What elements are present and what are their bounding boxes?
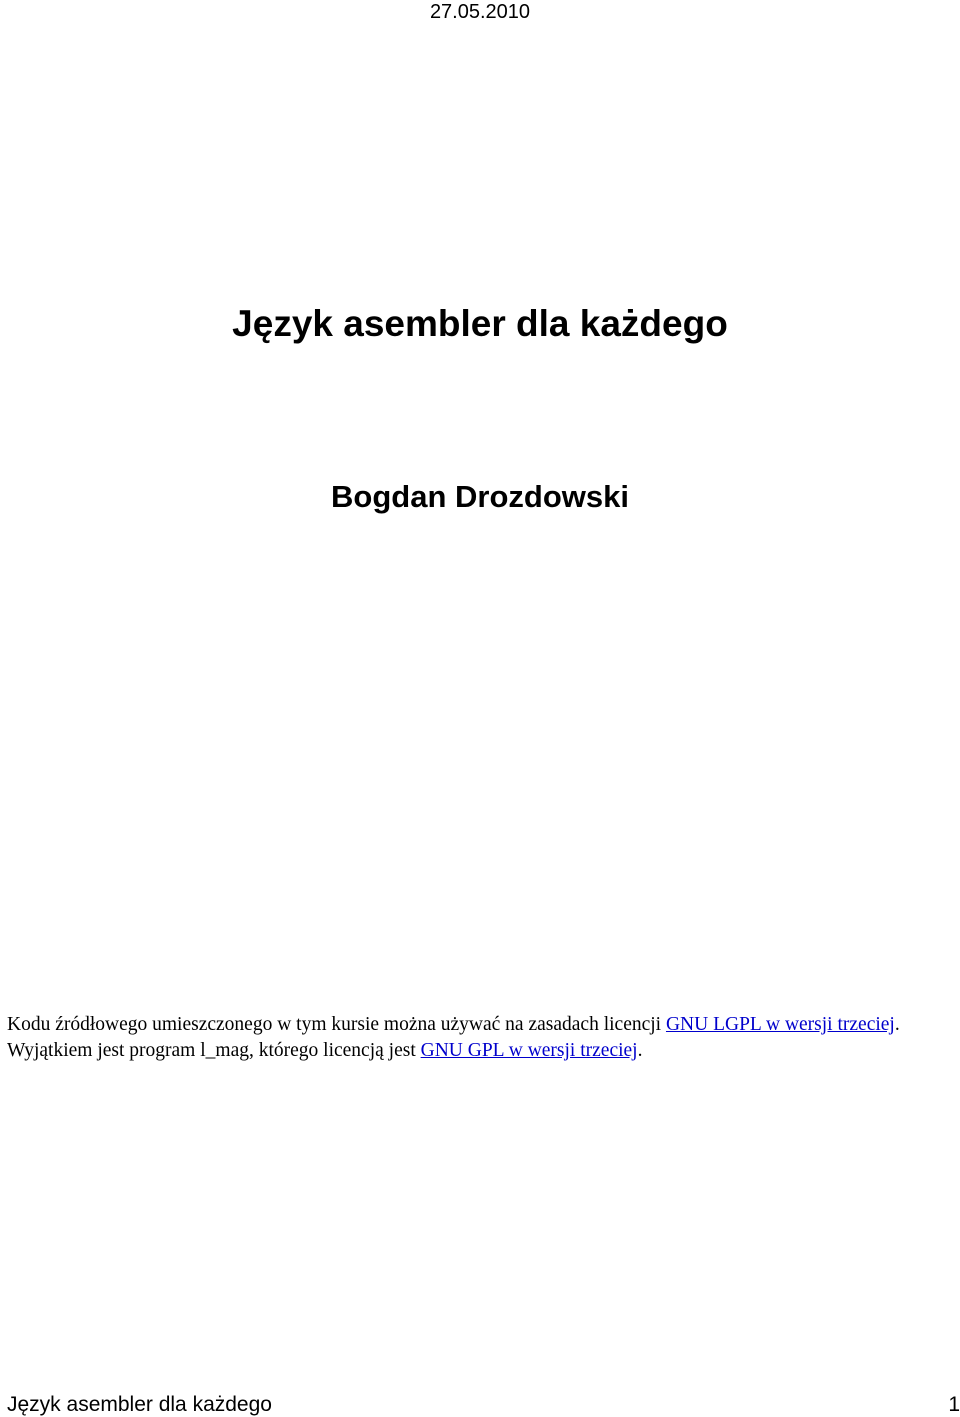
- license-text-middle: . Wyjątkiem jest program l_mag, którego licencją jest: [7, 1014, 900, 1061]
- footer-page-number: 1: [948, 1393, 960, 1416]
- lgpl-link[interactable]: GNU LGPL w wersji trzeciej: [665, 1014, 895, 1035]
- license-text-end: .: [637, 1040, 643, 1061]
- document-title: Język asembler dla każdego: [232, 303, 728, 344]
- header-date: 27.05.2010: [429, 1, 531, 23]
- gpl-link[interactable]: GNU GPL w wersji trzeciej: [420, 1040, 638, 1061]
- license-note: [7, 1012, 947, 1064]
- license-text-intro: Kodu źródłowego umieszczonego w tym kursie można używać na zasadach licencji: [7, 1014, 666, 1035]
- footer-title: Język asembler dla każdego: [7, 1393, 272, 1416]
- document-author: Bogdan Drozdowski: [331, 479, 629, 514]
